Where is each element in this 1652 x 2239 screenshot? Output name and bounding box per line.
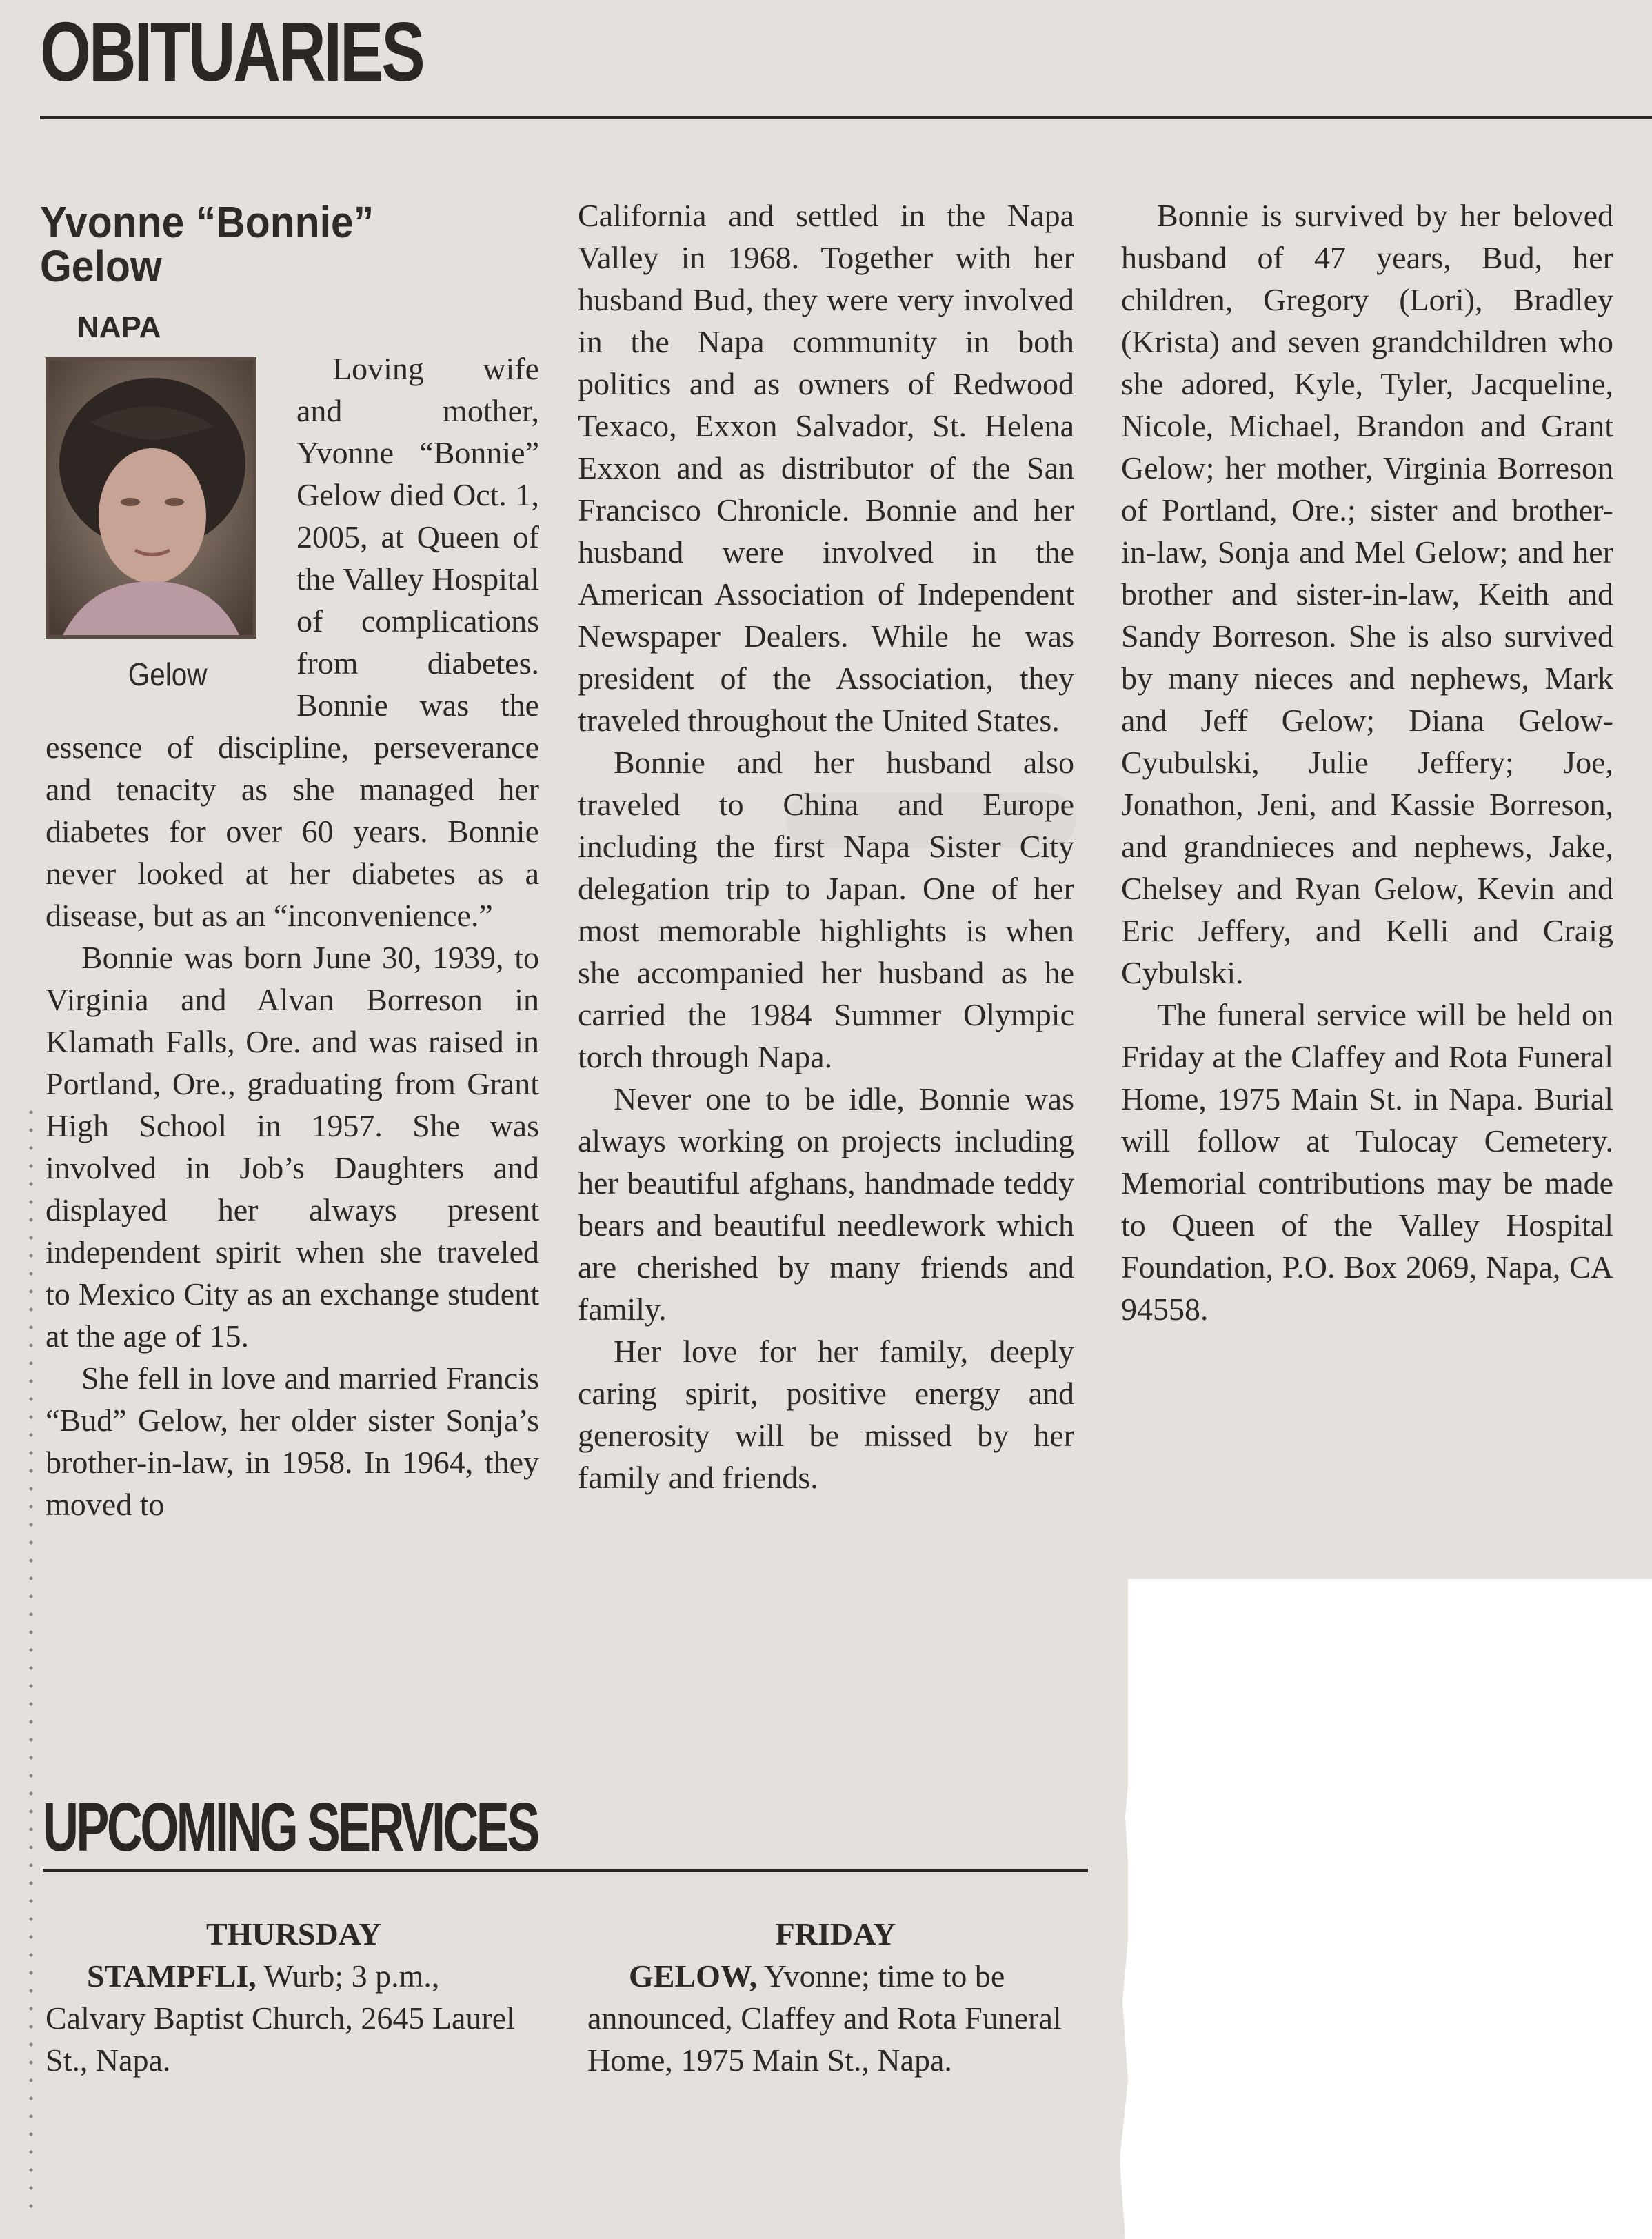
upcoming-services-title: UPCOMING SERVICES [43, 1789, 538, 1866]
article-column-1 [46, 348, 539, 1525]
dateline: NAPA [77, 310, 161, 344]
photo-caption: Gelow [128, 656, 208, 692]
article-column-3 [1121, 194, 1613, 1330]
services-rule [43, 1869, 1088, 1872]
service-listing-friday [587, 1913, 1084, 2081]
article-paragraph [46, 348, 539, 936]
portrait-photo [46, 357, 256, 639]
service-text [46, 1955, 542, 2081]
headline-name-line2: Gelow [40, 241, 162, 291]
service-name: GELOW, [629, 1958, 758, 1994]
article-paragraph: Bonnie is survived by her beloved husband of 47 years, Bud, her children, Gregory (Lori), Bradley (Krista) and seven grandchildren who she adored, Kyle, Tyler, Jacqueline, Nicole, Michael, Brandon and Grant Gelow; her mother, Virginia Borreson of Portland, Ore.; sister and brother-in-law, Sonja and Mel Gelow; and her brother and sister-in-law, Keith and Sandy Borreson. She is also survived by many nieces and nephews, Mark and Jeff Gelow; Diana Gelow-Cyubulski, Julie Jeffery; Joe, Jonathon, Jeni, and Kassie Borreson, and grandnieces and nephews, Jake, Chelsey and Ryan Gelow, Kevin and Eric Jeffery, and Kelli and Craig Cybulski. [1121, 198, 1613, 990]
article-paragraph: The funeral service will be held on Friday at the Claffey and Rota Funeral Home, 1975 Main St. in Napa. Burial will follow at Tulocay Cemetery. Memorial contributions may be made to Queen of the Valley Hospital Foundation, P.O. Box 2069, Napa, CA 94558. [1121, 997, 1613, 1327]
section-masthead: OBITUARIES [40, 5, 423, 99]
portrait-image [49, 361, 253, 635]
article-column-2 [578, 194, 1074, 1498]
paragraph-text: Loving wife and mother, Yvonne “Bonnie” Gelow died Oct. 1, 2005, at Queen of the Valley Hospital of complications from diabetes. Bonnie was the essence of discipline, perseverance and tenacity as she managed her diabetes for over 60 years. Bonnie never looked at her diabetes as a disease, but as an “inconvenience.” [46, 351, 539, 933]
service-text [587, 1955, 1084, 2081]
headline-name-line1: Yvonne “Bonnie” [40, 197, 374, 247]
article-paragraph: California and settled in the Napa Valley in 1968. Together with her husband Bud, they were very involved in the Napa community in both politics and as owners of Redwood Texaco, Exxon Salvador, St. Helena Exxon and as distributor of the San Francisco Chronicle. Bonnie and her husband were involved in the American Association of Independent Newspaper Dealers. While he was president of the Association, they traveled throughout the United States. [578, 198, 1074, 738]
service-details: Wurb; 3 p.m., Calvary Baptist Church, 2645 Laurel St., Napa. [46, 1958, 515, 2078]
perforation-marks [29, 1103, 33, 2220]
service-listing-thursday [46, 1913, 542, 2081]
article-paragraph: Her love for her family, deeply caring spirit, positive energy and generosity will be missed by her family and friends. [578, 1334, 1074, 1495]
service-day: THURSDAY [206, 1916, 381, 1951]
obituary-headline [40, 197, 496, 291]
torn-corner [1128, 1579, 1652, 2239]
photo-block [46, 357, 290, 714]
masthead-rule [40, 116, 1652, 119]
article-paragraph: She fell in love and married Francis “Bud” Gelow, her older sister Sonja’s brother-in-law, in 1958. In 1964, they moved to [46, 1361, 539, 1522]
article-paragraph: Bonnie was born June 30, 1939, to Virginia and Alvan Borreson in Klamath Falls, Ore. and was raised in Portland, Ore., graduating from Grant High School in 1957. She was involved in Job’s Daughters and displayed her always present independent spirit when she traveled to Mexico City as an exchange student at the age of 15. [46, 940, 539, 1354]
service-day: FRIDAY [775, 1916, 896, 1951]
service-name: STAMPFLI, [87, 1958, 256, 1994]
article-paragraph: Never one to be idle, Bonnie was always working on projects including her beautiful afghans, handmade teddy bears and beautiful needlework which are cherished by many friends and family. [578, 1081, 1074, 1327]
article-paragraph: Bonnie and her husband also traveled to China and Europe including the first Napa Sister City delegation trip to Japan. One of her most memorable highlights is when she accompanied her husband as he carried the 1984 Summer Olympic torch through Napa. [578, 745, 1074, 1074]
service-details: Yvonne; time to be announced, Claffey and Rota Funeral Home, 1975 Main St., Napa. [587, 1958, 1062, 2078]
